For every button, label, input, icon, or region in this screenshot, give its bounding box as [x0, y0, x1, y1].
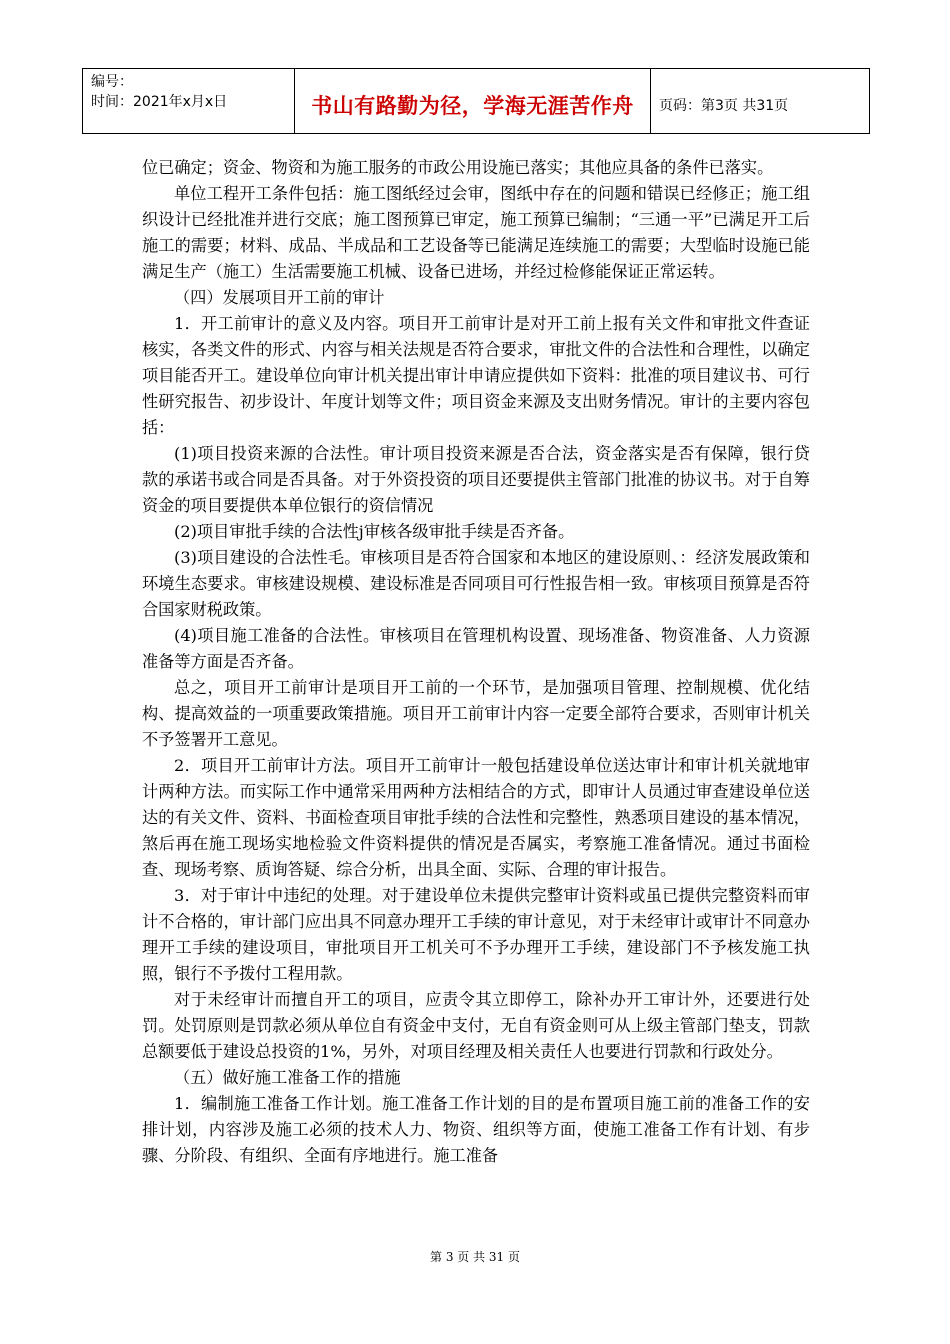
body-paragraph: 总之，项目开工前审计是项目开工前的一个环节，是加强项目管理、控制规模、优化结构、提高效益的一项重要政策措施。项目开工前审计内容一定要全部符合要求，否则审计机关不予签署开工意见。 — [142, 678, 810, 749]
body-paragraph: (4)项目施工准备的合法性。审核项目在管理机构设置、现场准备、物资准备、人力资源准备等方面是否齐备。 — [142, 626, 810, 671]
body-paragraph: 位已确定；资金、物资和为施工服务的市政公用设施已落实；其他应具备的条件已落实。 — [142, 158, 774, 177]
section-heading: （五）做好施工准备工作的措施 — [174, 1068, 401, 1087]
body-paragraph: 1．开工前审计的意义及内容。项目开工前审计是对开工前上报有关文件和审批文件查证核实，各类文件的形式、内容与相关法规是否符合要求，审批文件的合法性和合理性，以确定项目能否开工。建设单位向审计机关提出审计申请应提供如下资料：批准的项目建议书、可行性研究报告、初步设计、年度计划等文件；项目资金来源及支出财务情况。审计的主要内容包括： — [142, 314, 810, 437]
section-heading: （四）发展项目开工前的审计 — [174, 288, 385, 307]
body-paragraph: (3)项目建设的合法性毛。审核项目是否符合国家和本地区的建设原则、：经济发展政策和环境生态要求。审核建设规模、建设标准是否同项目可行性报告相一致。审核项目预算是否符合国家财税政策。 — [142, 548, 810, 619]
header-meta — [83, 69, 295, 133]
body-paragraph: (2)项目审批手续的合法性j审核各级审批手续是否齐备。 — [174, 522, 575, 541]
body-paragraph: 1．编制施工准备工作计划。施工准备工作计划的目的是布置项目施工前的准备工作的安排计划，内容涉及施工必须的技术人力、物资、组织等方面，使施工准备工作有计划、有步骤、分阶段、有组织、全面有序地进行。施工准备 — [142, 1094, 810, 1165]
body-paragraph: 2．项目开工前审计方法。项目开工前审计一般包括建设单位送达审计和审计机关就地审计两种方法。而实际工作中通常采用两种方法相结合的方式，即审计人员通过审查建设单位送达的有关文件、资料、书面检查项目审批手续的合法性和完整性，熟悉项目建设的基本情况，煞后再在施工现场实地检验文件资料提供的情况是否属实，考察施工准备情况。通过书面检查、现场考察、质询答疑、综合分析，出具全面、实际、合理的审计报告。 — [142, 756, 810, 879]
page-header-box — [82, 68, 870, 134]
header-motto: 书山有路勤为径，学海无涯苦作舟 — [295, 69, 651, 133]
body-paragraph: 3．对于审计中违纪的处理。对于建设单位未提供完整审计资料或虽已提供完整资料而审计不合格的，审计部门应出具不同意办理开工手续的审计意见，对于未经审计或审计不同意办理开工手续的建设项目，审批项目开工机关可不予办理开工手续，建设部门不予核发施工执照，银行不予拨付工程用款。 — [142, 886, 810, 983]
document-time-label: 时间：2021年x月x日 — [91, 94, 228, 110]
page-footer: 第 3 页 共 31 页 — [430, 1250, 520, 1264]
body-paragraph: 单位工程开工条件包括：施工图纸经过会审，图纸中存在的问题和错误已经修正；施工组织设计已经批准并进行交底；施工图预算已审定，施工预算已编制；“三通一平”已满足开工后施工的需要；材料、成品、半成品和工艺设备等已能满足连续施工的需要；大型临时设施已能满足生产（施工）生活需要施工机械、设备已进场，并经过检修能保证正常运转。 — [142, 184, 810, 281]
header-page-label: 页码：第3页 共31页 — [659, 98, 789, 114]
body-paragraph: (1)项目投资来源的合法性。审计项目投资来源是否合法，资金落实是否有保障，银行贷款的承诺书或合同是否具备。对于外资投资的项目还要提供主管部门批准的协议书。对于自筹资金的项目要提供本单位银行的资信情况 — [142, 444, 810, 515]
document-number-label: 编号： — [91, 74, 133, 90]
body-paragraph: 对于未经审计而擅自开工的项目，应责令其立即停工，除补办开工审计外，还要进行处罚。处罚原则是罚款必须从单位自有资金中支付，无自有资金则可从上级主管部门垫支，罚款总额要低于建设总投资的1%，另外，对项目经理及相关责任人也要进行罚款和行政处分。 — [142, 990, 810, 1061]
document-body — [142, 155, 810, 1169]
